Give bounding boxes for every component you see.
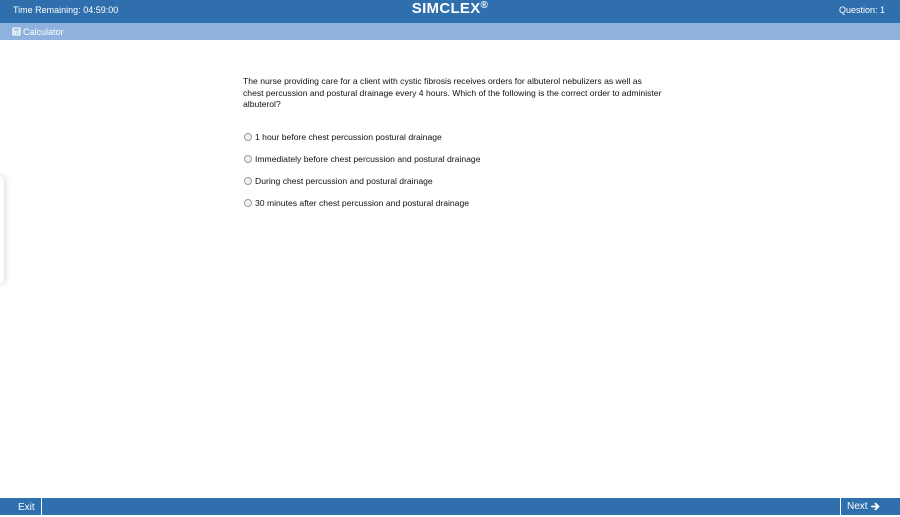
brand-logo [0, 0, 900, 17]
question-counter: Question: 1 [838, 5, 885, 15]
side-panel-edge [0, 175, 4, 285]
brand-name: SIMCLEX [411, 0, 481, 17]
radio-button[interactable] [244, 177, 252, 185]
next-label: Next [847, 501, 868, 512]
header-bar [0, 0, 900, 23]
time-remaining: Time Remaining: 04:59:00 [13, 5, 119, 15]
calculator-icon [12, 27, 21, 36]
radio-button[interactable] [244, 199, 252, 207]
calculator-label: Calculator [23, 26, 64, 37]
next-button[interactable] [840, 498, 900, 515]
toolbar [0, 23, 900, 40]
question-area [243, 76, 663, 214]
answer-options [243, 126, 663, 214]
question-stem: The nurse providing care for a client with cystic fibrosis receives orders for albuterol nebulizers as well as chest percussion and postural drainage every 4 hours. Which of the following is the correct order to administer albuterol? [243, 76, 662, 109]
option-label: Immediately before chest percussion and postural drainage [255, 153, 481, 164]
radio-button[interactable] [244, 155, 252, 163]
answer-option-4[interactable] [243, 192, 663, 214]
radio-button[interactable] [244, 133, 252, 141]
answer-option-3[interactable] [243, 170, 663, 192]
calculator-button[interactable] [12, 25, 64, 38]
option-label: 1 hour before chest percussion postural drainage [255, 131, 442, 142]
exit-label: Exit [18, 502, 35, 513]
registered-mark: ® [480, 0, 489, 11]
answer-option-1[interactable] [243, 126, 663, 148]
arrow-right-icon [871, 502, 880, 511]
option-label: 30 minutes after chest percussion and postural drainage [255, 197, 470, 208]
option-label: During chest percussion and postural drainage [255, 175, 433, 186]
footer-bar [0, 498, 900, 515]
answer-option-2[interactable] [243, 148, 663, 170]
exit-button[interactable] [0, 498, 42, 515]
